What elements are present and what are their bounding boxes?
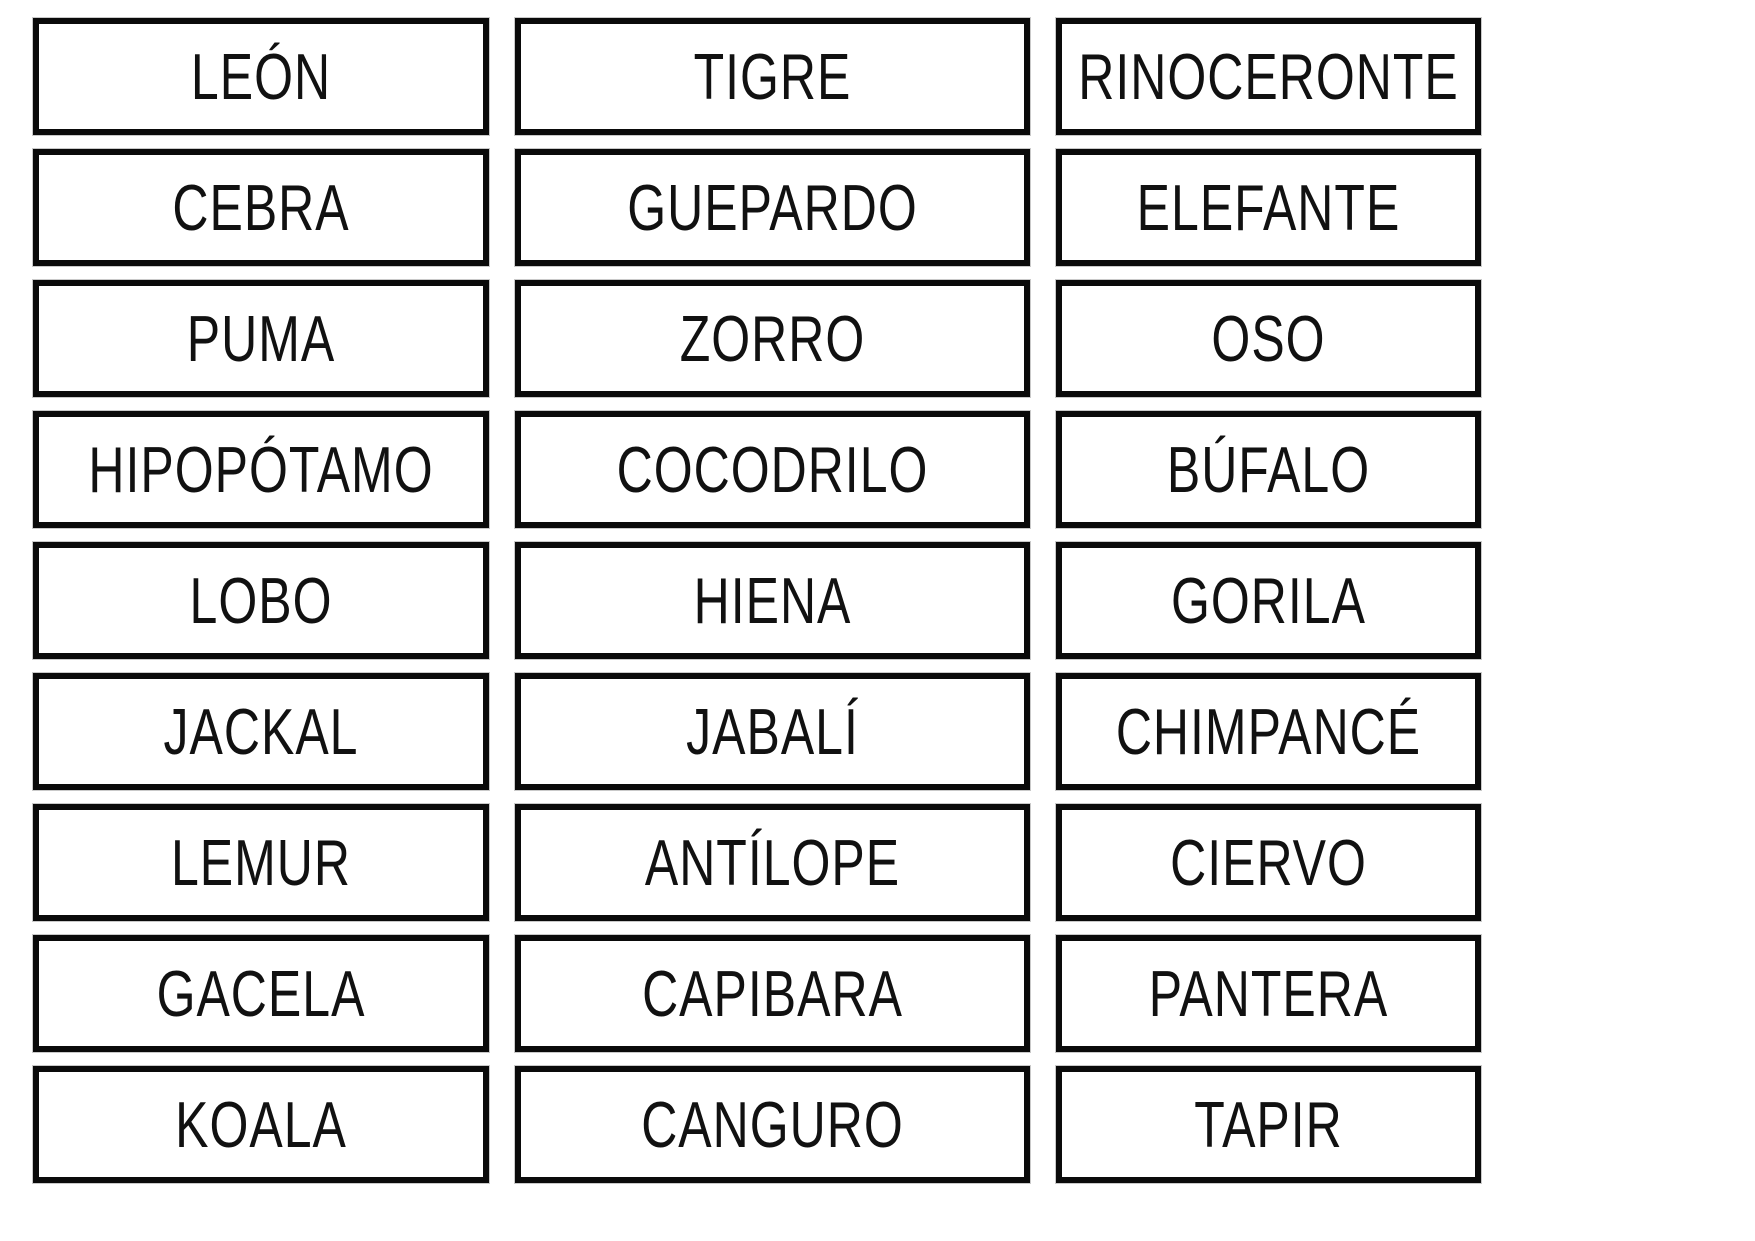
word-card-label: COCODRILO xyxy=(616,433,929,506)
word-card-label: GACELA xyxy=(156,957,366,1030)
word-card xyxy=(515,542,1030,659)
word-card-label: CIERVO xyxy=(1170,826,1367,899)
word-card xyxy=(33,935,489,1052)
word-card-label: TIGRE xyxy=(693,40,852,113)
word-card xyxy=(33,280,489,397)
word-card xyxy=(1056,804,1481,921)
word-card-label: KOALA xyxy=(175,1088,347,1161)
word-card xyxy=(1056,411,1481,528)
word-card-label: JACKAL xyxy=(163,695,359,768)
word-card xyxy=(33,1066,489,1183)
word-card-label: CEBRA xyxy=(172,171,350,244)
word-card xyxy=(1056,542,1481,659)
word-card xyxy=(515,1066,1030,1183)
word-card xyxy=(33,542,489,659)
word-card-label: LOBO xyxy=(189,564,333,637)
word-card-label: ANTÍLOPE xyxy=(644,826,901,899)
word-card xyxy=(1056,1066,1481,1183)
word-card-label: CANGURO xyxy=(641,1088,904,1161)
word-card-label: ZORRO xyxy=(679,302,866,375)
word-card-label: GORILA xyxy=(1171,564,1366,637)
word-card xyxy=(33,149,489,266)
word-card xyxy=(515,411,1030,528)
word-card-label: GUEPARDO xyxy=(627,171,918,244)
word-card xyxy=(1056,149,1481,266)
word-card-label: RINOCERONTE xyxy=(1078,40,1459,113)
word-card-label: ELEFANTE xyxy=(1136,171,1401,244)
word-card xyxy=(33,18,489,135)
word-card xyxy=(1056,18,1481,135)
word-card xyxy=(1056,280,1481,397)
word-card-label: PANTERA xyxy=(1148,957,1389,1030)
word-card-label: PUMA xyxy=(186,302,336,375)
word-card xyxy=(33,673,489,790)
word-card-label: BÚFALO xyxy=(1166,433,1371,506)
word-card-label: HIPOPÓTAMO xyxy=(88,433,434,506)
word-card-label: TAPIR xyxy=(1194,1088,1343,1161)
word-card xyxy=(1056,673,1481,790)
word-card-label: JABALÍ xyxy=(686,695,859,768)
word-card-label: CHIMPANCÉ xyxy=(1115,695,1422,768)
word-card-label: LEMUR xyxy=(170,826,352,899)
word-card xyxy=(515,280,1030,397)
word-card xyxy=(515,935,1030,1052)
word-card xyxy=(33,804,489,921)
word-card-grid xyxy=(33,18,1481,1183)
word-card xyxy=(515,804,1030,921)
word-card xyxy=(515,673,1030,790)
word-card xyxy=(1056,935,1481,1052)
word-card-label: LEÓN xyxy=(190,40,332,113)
word-card xyxy=(515,18,1030,135)
word-card-label: HIENA xyxy=(693,564,852,637)
word-card-label: OSO xyxy=(1211,302,1326,375)
word-card xyxy=(515,149,1030,266)
word-card xyxy=(33,411,489,528)
word-card-label: CAPIBARA xyxy=(642,957,903,1030)
